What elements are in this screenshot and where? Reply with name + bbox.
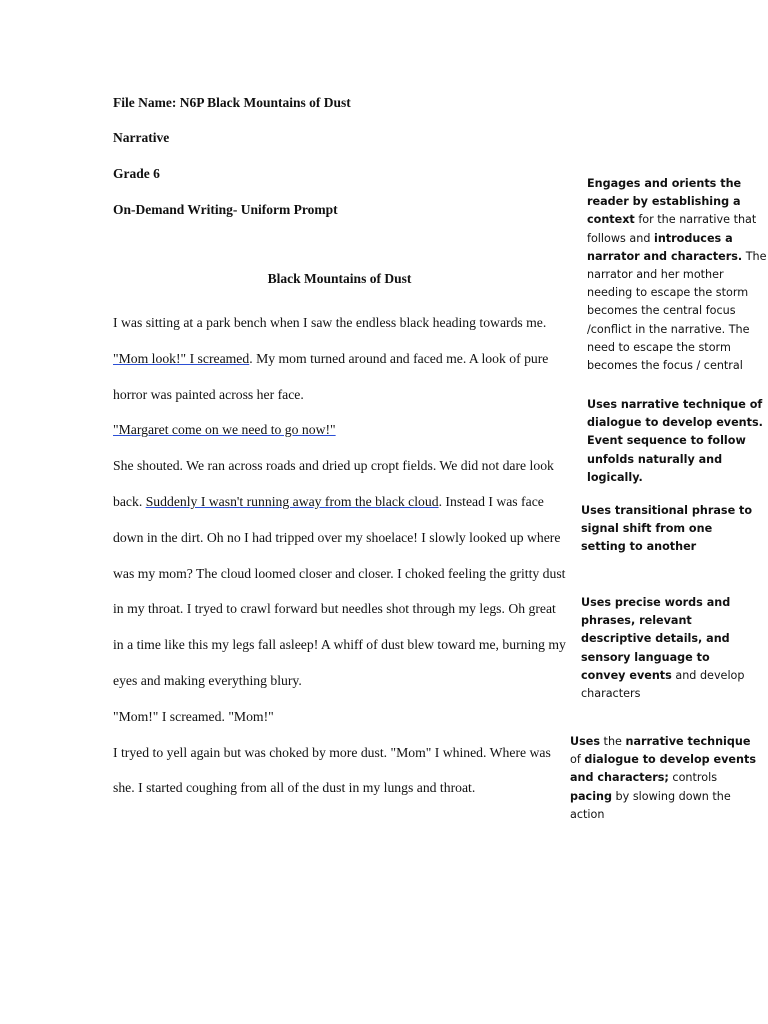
- annotation-5-bold-1: Uses: [570, 735, 600, 748]
- annotation-1-text-2: The narrator and her mother needing to escape the storm becomes the central focus /conflict in the narrative. The need to escape the storm becomes the focus / central: [587, 249, 767, 373]
- annotation-4-bold-1: Uses precise words and phrases, relevant descriptive details, and sensory language to convey events: [581, 596, 731, 682]
- annotation-precise-words: [581, 594, 757, 703]
- annotation-3-bold-1: Uses transitional phrase to signal shift from one setting to another: [581, 504, 753, 554]
- prompt-type-label: On-Demand Writing- Uniform Prompt: [113, 202, 338, 217]
- paragraph-1-text-b: . My mom turned around and faced me. A look of pure horror was painted across her face.: [113, 350, 549, 402]
- paragraph-3: [113, 448, 567, 699]
- annotation-1-text-1: for the narrative that follows and: [587, 213, 757, 245]
- annotation-5-text-4: by slowing down the action: [570, 789, 731, 821]
- annotation-5-bold-2: narrative technique: [625, 735, 751, 748]
- annotation-2-bold-1: Uses narrative technique of dialogue to develop events. Event sequence to follow unfolds naturally and logically.: [587, 398, 763, 484]
- essay-title: Black Mountains of Dust: [267, 271, 412, 286]
- paragraph-4: "Mom!" I screamed. "Mom!": [113, 708, 274, 724]
- annotation-1-bold-2: introduces a narrator and characters.: [587, 231, 743, 263]
- grade-label: Grade 6: [113, 166, 160, 181]
- annotation-transition: [581, 502, 757, 557]
- annotation-5-bold-4: pacing: [570, 789, 612, 803]
- underlined-transition: Suddenly I wasn't running away from the black cloud: [145, 493, 439, 509]
- genre-label: Narrative: [113, 130, 170, 145]
- annotation-5-text-2: of: [570, 753, 585, 767]
- annotation-dialogue: [587, 396, 763, 487]
- paragraph-5: I tryed to yell again but was choked by more dust. "Mom" I whined. Where was she. I started coughing from all of the dust in my lungs and throat.: [113, 744, 551, 796]
- annotation-1-bold-1: Engages and orients the reader by establishing a context: [587, 177, 742, 227]
- annotation-pacing: [570, 733, 762, 824]
- annotation-5-text-1: the: [600, 735, 626, 748]
- annotation-4-text-1: and develop characters: [581, 668, 745, 701]
- file-name: File Name: N6P Black Mountains of Dust: [113, 95, 351, 110]
- paragraph-2: [113, 412, 567, 448]
- paragraph-3-text-a: She shouted. We ran across roads and dried up cropt fields. We did not dare look back.: [113, 458, 554, 509]
- essay-body: [113, 305, 567, 806]
- underlined-quote-margaret: "Margaret come on we need to go now!": [113, 422, 336, 438]
- paragraph-3-text-b: . Instead I was face down in the dirt. Oh no I had tripped over my shoelace! I slowly looked up where was my mom? The cloud loomed closer and closer. I choked feeling the gritty dust in my throat. I tryed to crawl forward but needles shot through my legs. Oh great in a time like this my legs fall asleep! A whiff of dust blew toward me, burning my eyes and making everything blury.: [113, 493, 566, 688]
- paragraph-1: [113, 305, 567, 412]
- paragraph-1-text-a: I was sitting at a park bench when I saw the endless black heading towards me.: [113, 315, 547, 330]
- underlined-quote-mom-look: "Mom look!" I screamed: [113, 350, 250, 366]
- annotation-5-text-3: controls: [668, 771, 718, 785]
- annotation-5-bold-3: dialogue to develop events and characters;: [570, 753, 756, 785]
- annotation-context: [587, 175, 767, 375]
